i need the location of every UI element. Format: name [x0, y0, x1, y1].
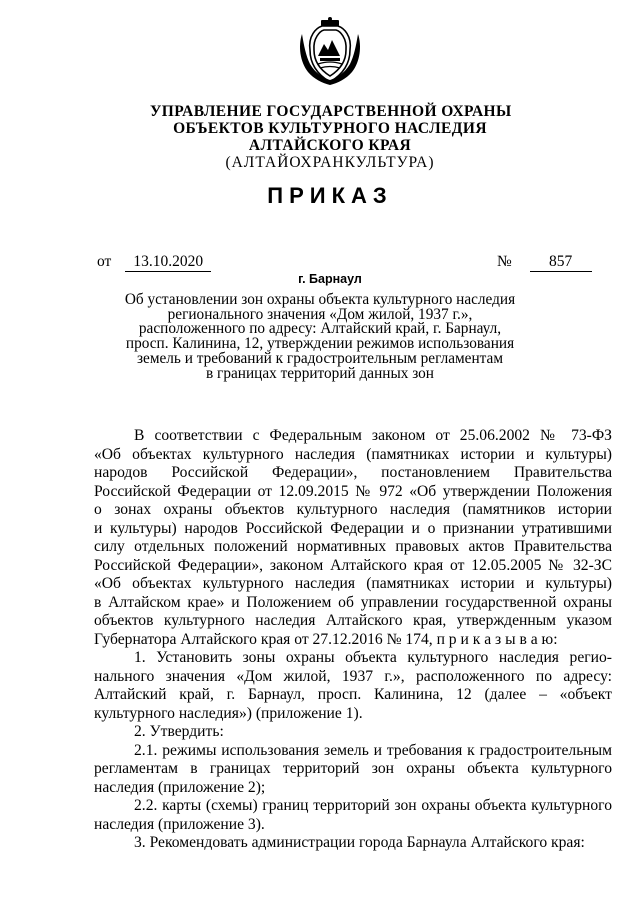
authority-line: ОБЪЕКТОВ КУЛЬТУРНОГО НАСЛЕДИЯ	[173, 120, 487, 137]
body-line: регламентам в границах территорий зон охраны объекта культурного	[94, 760, 612, 777]
body-line: 2.1. режимы использования земель и требования к градостроительным	[134, 741, 612, 759]
order-date: 13.10.2020	[125, 253, 211, 272]
issuing-authority	[150, 103, 510, 171]
body-line: 2.2. карты (схемы) границ территорий зон охраны объекта культурного	[134, 797, 612, 814]
date-prefix: от	[97, 253, 112, 270]
body-line: «Об объектах культурного наследия (памятниках истории и культуры)	[94, 575, 612, 592]
altai-krai-coat-of-arms-icon	[294, 16, 366, 88]
body-line: 2. Утвердить:	[134, 723, 224, 740]
authority-line: УПРАВЛЕНИЕ ГОСУДАРСТВЕННОЙ ОХРАНЫ	[150, 103, 512, 120]
body-line: силу отдельных положений нормативных правовых актов Правительства	[94, 538, 612, 555]
order-subject	[110, 293, 530, 381]
body-line: Алтайский край, г. Барнаул, просп. Калинина, 12 (далее – «объект	[94, 686, 612, 703]
body-line: 3. Рекомендовать администрации города Барнаула Алтайского края:	[134, 834, 585, 851]
order-date-row	[97, 253, 211, 272]
body-line: наследия (приложение 2);	[94, 778, 266, 796]
number-prefix: №	[497, 253, 512, 270]
authority-line: АЛТАЙСКОГО КРАЯ	[248, 137, 412, 154]
order-number-row	[497, 253, 592, 272]
body-line: объектов культурного наследия Алтайского края, утвержденным указом	[94, 612, 612, 629]
subject-line: расположенного по адресу: Алтайский край, г. Барнаул,	[138, 320, 502, 338]
body-line: 1. Установить зоны охраны объекта культурного наследия регио-	[134, 649, 612, 666]
body-line: Губернатора Алтайского края от 27.12.2016 № 174, п р и к а з ы в а ю:	[94, 630, 558, 648]
body-line: «Об объектах культурного наследия (памятниках истории и культуры)	[94, 445, 612, 463]
body-line: наследия (приложение 3).	[94, 815, 265, 833]
body-line: Российской Федерации», законом Алтайского края от 12.05.2005 № 32-ЗС	[94, 556, 612, 574]
body-line: и культуры) народов Российской Федерации и о признании утратившими	[94, 519, 612, 537]
body-line: в Алтайском крае» и Положением об управлении государственной охраны	[94, 593, 612, 611]
body-line: народов Российской Федерации», постановлением Правительства	[94, 464, 612, 481]
body-line: о зонах охраны объектов культурного наследия (памятников истории	[94, 501, 612, 518]
issue-city: г. Барнаул	[298, 272, 362, 286]
subject-line: земель и требований к градостроительным регламентам	[136, 349, 503, 367]
document-type-title: ПРИКАЗ	[267, 183, 393, 208]
body-line: нального значения «Дом жилой, 1937 г.», расположенного по адресу:	[94, 667, 612, 685]
authority-abbreviation: (АЛТАЙОХРАНКУЛЬТУРА)	[225, 154, 435, 171]
order-body	[94, 427, 612, 853]
body-line: культурного наследия») (приложение 1).	[94, 704, 363, 722]
subject-line: регионального значения «Дом жилой, 1937 г.»,	[167, 305, 473, 323]
subject-line: Об установлении зон охраны объекта культурного наследия	[124, 291, 516, 308]
subject-line: в границах территорий данных зон	[206, 364, 434, 382]
body-line: В соответствии с Федеральным законом от 25.06.2002 № 73-ФЗ	[134, 427, 612, 444]
order-number: 857	[530, 253, 592, 272]
subject-line: просп. Калинина, 12, утверждении режимов использования	[125, 335, 515, 353]
body-line: Российской Федерации от 12.09.2015 № 972 «Об утверждении Положения	[94, 482, 612, 500]
